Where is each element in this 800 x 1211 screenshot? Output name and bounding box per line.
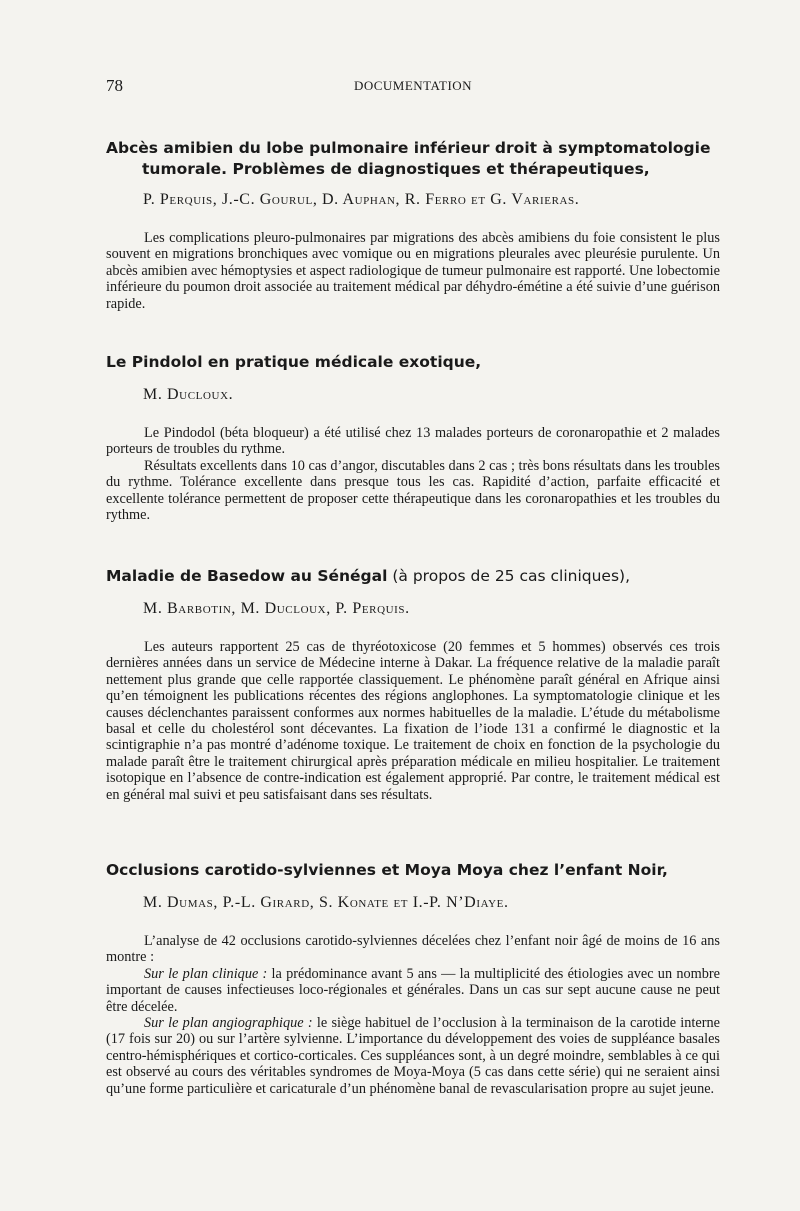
article-abstract <box>106 933 720 1097</box>
article-abstract <box>106 230 720 312</box>
page-header <box>106 76 720 96</box>
article-abstract <box>106 425 720 523</box>
section-label-clinical: Sur le plan clinique : <box>144 965 268 982</box>
abstract-paragraph: Le Pindodol (béta bloqueur) a été utilisé chez 13 malades porteurs de coronaropathie et 2 malades porteurs de troubles du rythme. <box>106 425 720 458</box>
page-number: 78 <box>106 76 123 95</box>
running-title: DOCUMENTATION <box>353 78 473 93</box>
article-title <box>106 138 720 180</box>
article-abstract <box>106 639 720 803</box>
article-title <box>106 566 720 587</box>
title-line-1: Abcès amibien du lobe pulmonaire inférieur droit à symptomatologie <box>106 139 711 157</box>
title-bold: Maladie de Basedow au Sénégal <box>106 567 388 585</box>
abstract-paragraph: Les complications pleuro-pulmonaires par migrations des abcès amibiens du foie consistent le plus souvent en migrations bronchiques avec vomique ou en migrations pleurales avec pleurésie purulente. Un abcès amibien avec hémoptysies et aspect radiologique de tumeur pulmonaire est rapporté. Une lobectomie inférieure du poumon droit associée au traitement médical par déhydro-émétine a été suivie d’une guérison rapide. <box>106 230 720 312</box>
section-text-angiographic: le siège habituel de l’occlusion à la terminaison de la carotide interne (17 fois sur 20) ou sur l’artère sylvienne. L’importance du développement des voies de suppléance basales centro-hémisphériques et cortico-corticales. Ces suppléances sont, à un degré moindre, semblables à ce qui est observé au cours des véritables syndromes de Moya-Moya (5 cas dans cette série) qui ne seraient ainsi qu’une forme particulière et caricaturale d’un phénomène banal de revascularisation propre au sujet jeune. <box>106 1015 720 1097</box>
article-authors: M. Ducloux. <box>143 386 234 403</box>
abstract-paragraph <box>106 966 720 1015</box>
section-label-angiographic: Sur le plan angiographique : <box>144 1015 313 1032</box>
abstract-paragraph: Résultats excellents dans 10 cas d’angor, discutables dans 2 cas ; très bons résultats dans les troubles du rythme. Tolérance excellente dans presque tous les cas. Rapidité d’action, parfaite efficacité et excellente tolérance permettent de proposer cette thérapeutique dans les coronaropathies et les troubles du rythme. <box>106 457 720 524</box>
article-moya-moya <box>106 860 720 1097</box>
article-title: Le Pindolol en pratique médicale exotique, <box>106 353 482 371</box>
section-text-clinical: la prédominance avant 5 ans — la multiplicité des étiologies avec un nombre important de causes infectieuses loco-régionales et générales. Dans un cas sur sept aucune cause ne peut être décelée. <box>106 965 720 1015</box>
article-amoebic-abscess <box>106 138 720 312</box>
title-line-2: tumorale. Problèmes de diagnostiques et thérapeutiques, <box>142 160 650 178</box>
article-authors: M. Dumas, P.-L. Girard, S. Konate et I.-P. N’Diaye. <box>143 894 509 911</box>
article-title: Occlusions carotido-sylviennes et Moya Moya chez l’enfant Noir, <box>106 861 668 879</box>
abstract-paragraph <box>106 1015 720 1097</box>
title-light: (à propos de 25 cas cliniques), <box>387 567 631 585</box>
article-authors: M. Barbotin, M. Ducloux, P. Perquis. <box>143 600 410 617</box>
article-basedow <box>106 566 720 803</box>
abstract-paragraph: Les auteurs rapportent 25 cas de thyréotoxicose (20 femmes et 5 hommes) observés ces trois dernières années dans un service de Médecine interne à Dakar. La fréquence relative de la maladie paraît nettement plus grande que celle rapportée classiquement. Le phénomène paraît général en Afrique ainsi qu’en témoignent les publications récentes des régions anglophones. La symptomatologie clinique et les causes déclenchantes paraissent conformes aux normes habituelles de la maladie. L’étude du métabolisme basal et celle du cholestérol sont décevantes. La fixation de l’iode 131 a confirmé le diagnostic et la scintigraphie n’a pas montré d’adénome toxique. Le traitement de choix en fonction de la psychologie du malade paraît être le traitement chirurgical après préparation médicale en milieu hospitalier. Le traitement isotopique en l’absence de contre-indication est également approprié. Par contre, le traitement médical est en général mal suivi et peu satisfaisant dans ses résultats. <box>106 639 720 803</box>
article-authors: P. Perquis, J.-C. Gourul, D. Auphan, R. Ferro et G. Varieras. <box>143 191 580 208</box>
abstract-paragraph: L’analyse de 42 occlusions carotido-sylviennes décelées chez l’enfant noir âgé de moins de 16 ans montre : <box>106 933 720 966</box>
article-pindolol <box>106 352 720 523</box>
